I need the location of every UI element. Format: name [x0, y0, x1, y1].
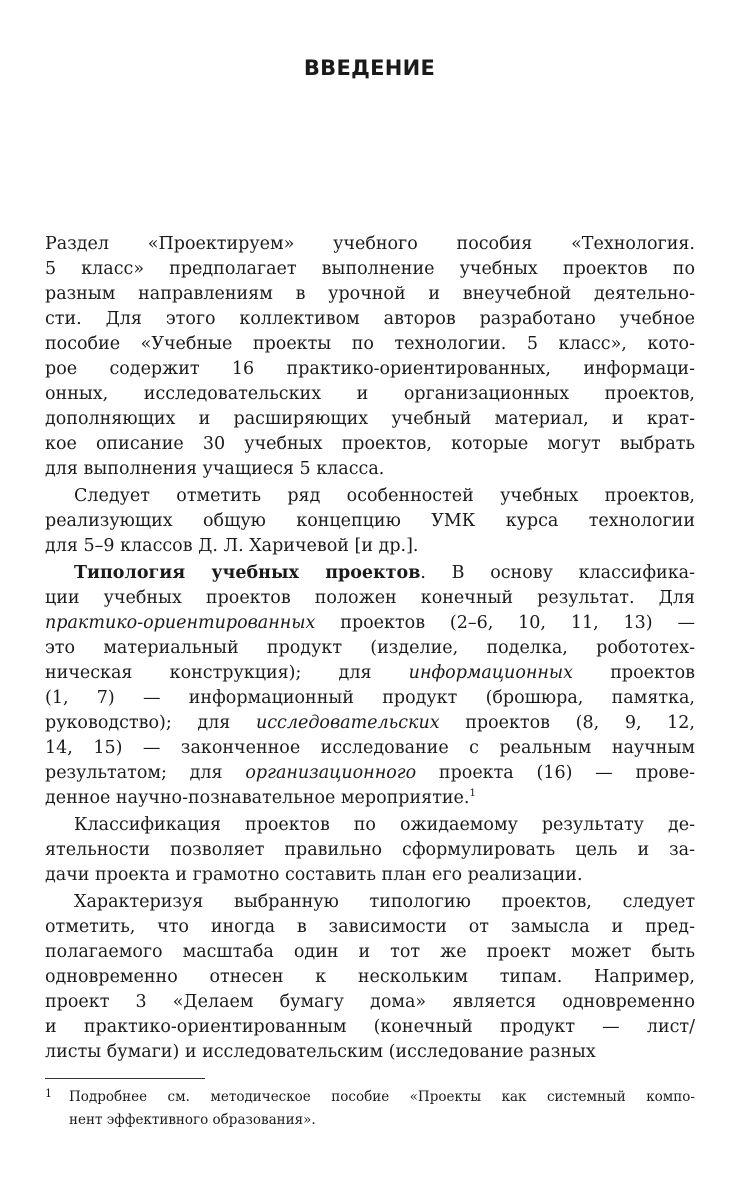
text-line: разным направлениям в урочной и внеучебной деятельно-	[45, 284, 695, 304]
text-line: Типология учебных проектов. В основу классифика-	[74, 563, 695, 583]
text-line: это материальный продукт (изделие, поделка, робототех-	[45, 638, 695, 658]
text-line: практико-ориентированных проектов (2–6, 10, 11, 13) —	[45, 613, 695, 633]
text-line: денное научно-познавательное мероприятие.$^1$	[45, 788, 476, 808]
text-line: полагаемого масштаба один и тот же проект может быть	[45, 942, 695, 962]
text-line: дачи проекта и грамотно составить план его реализации.	[45, 865, 583, 885]
text-line: Следует отметить ряд особенностей учебных проектов,	[74, 486, 695, 506]
text-line: дополняющих и расширяющих учебный материал, и крат-	[45, 409, 695, 429]
paragraph	[45, 890, 695, 1065]
text-line: реализующих общую концепцию УМК курса технологии	[45, 511, 695, 531]
footnote-divider	[45, 1078, 205, 1079]
paragraph	[45, 813, 695, 888]
text-line: и практико-ориентированным (конечный продукт — лист/	[45, 1017, 695, 1037]
text-line: кое описание 30 учебных проектов, которые могут выбрать	[45, 434, 695, 454]
footnote	[45, 1086, 695, 1132]
paragraph	[45, 561, 695, 811]
footnote-line: 1 Подробнее см. методическое пособие «Проекты как системный компо-	[45, 1086, 695, 1109]
text-line: (1, 7) — информационный продукт (брошюра, памятка,	[45, 688, 695, 708]
body-text	[45, 232, 695, 1065]
text-line: рое содержит 16 практико-ориентированных, информаци-	[45, 359, 695, 379]
text-line: ятельности позволяет правильно сформулировать цель и за-	[45, 840, 695, 860]
footnote-ref: 1	[469, 788, 476, 799]
text-line: 14, 15) — законченное исследование с реальным научным	[45, 738, 695, 758]
text-line: для выполнения учащиеся 5 класса.	[45, 459, 385, 479]
text-line: отметить, что иногда в зависимости от замысла и пред-	[45, 917, 695, 937]
text-line: листы бумаги) и исследовательским (исследование разных	[45, 1042, 596, 1062]
text-line: 5 класс» предполагает выполнение учебных проектов по	[45, 259, 695, 279]
text-line: ническая конструкция); для информационных проектов	[45, 663, 695, 683]
page-title: ВВЕДЕНИЕ	[303, 56, 436, 80]
text-line: результатом; для организационного проекта (16) — прове-	[45, 763, 695, 783]
text-line: проект 3 «Делаем бумагу дома» является одновременно	[45, 992, 695, 1012]
text-line: для 5–9 классов Д. Л. Харичевой [и др.].	[45, 536, 419, 556]
footnote-line: нент эффективного образования».	[69, 1112, 316, 1128]
text-line: руководство); для исследовательских проектов (8, 9, 12,	[45, 713, 695, 733]
paragraph	[45, 232, 695, 482]
text-line: Классификация проектов по ожидаемому результату де-	[74, 815, 695, 835]
text-line: ции учебных проектов положен конечный результат. Для	[45, 588, 695, 608]
text-line: Раздел «Проектируем» учебного пособия «Технология.	[45, 234, 695, 254]
text-line: Характеризуя выбранную типологию проектов, следует	[74, 892, 695, 912]
footnote-mark: 1	[45, 1087, 52, 1100]
paragraph	[45, 484, 695, 559]
text-line: пособие «Учебные проекты по технологии. 5 класс», кото-	[45, 334, 695, 354]
text-line: сти. Для этого коллективом авторов разработано учебное	[45, 309, 695, 329]
text-line: одновременно отнесен к нескольким типам. Например,	[45, 967, 695, 987]
text-line: онных, исследовательских и организационных проектов,	[45, 384, 695, 404]
